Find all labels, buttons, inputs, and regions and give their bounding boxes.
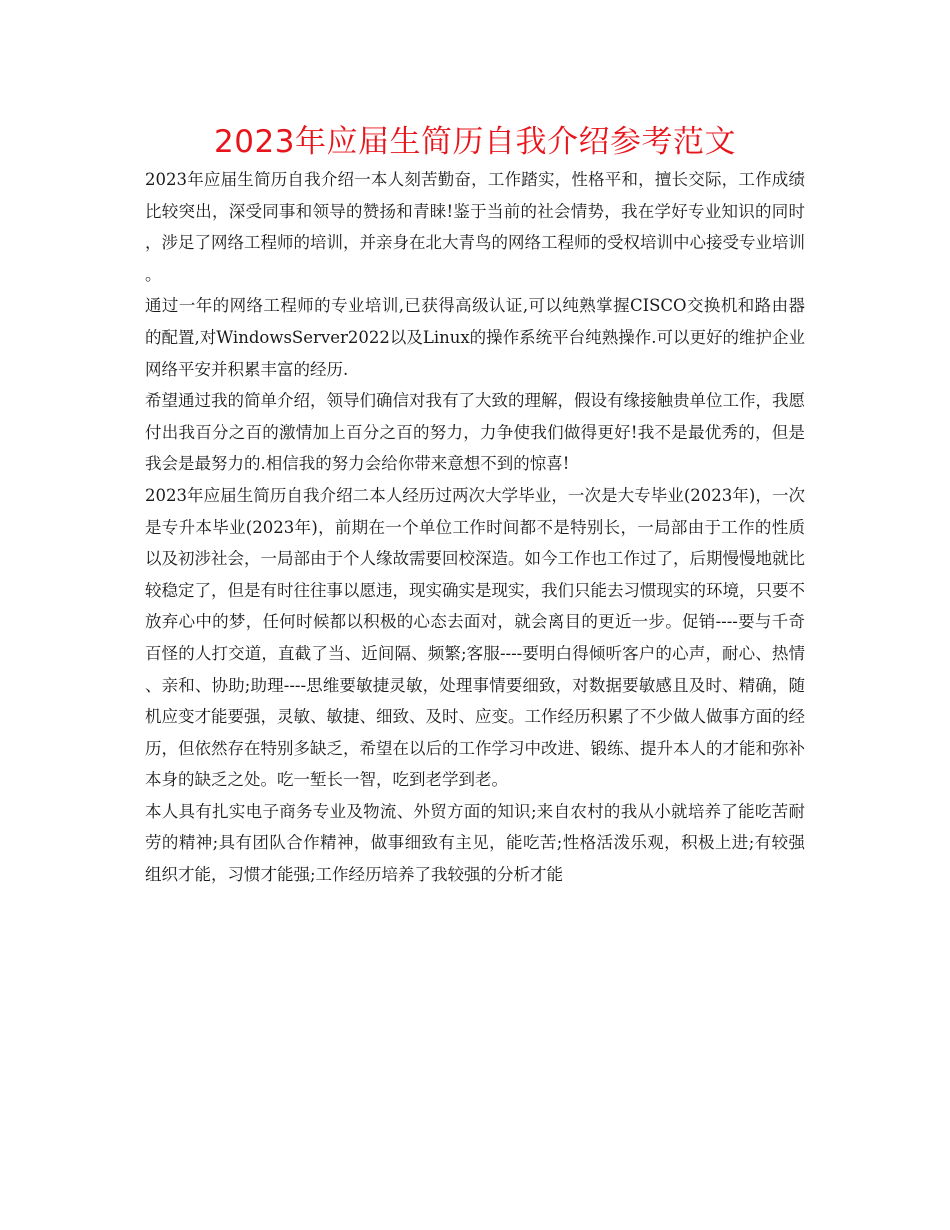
document-body [145,164,805,891]
paragraph-5: 本人具有扎实电子商务专业及物流、外贸方面的知识;来自农村的我从小就培养了能吃苦耐劳的精神;具有团队合作精神，做事细致有主见，能吃苦;性格活泼乐观，积极上进;有较强组织才能，习惯才能强;工作经历培养了我较强的分析才能 [145,801,805,885]
paragraph-3: 希望通过我的简单介绍，领导们确信对我有了大致的理解，假设有缘接触贵单位工作，我愿付出我百分之百的激情加上百分之百的努力，力争使我们做得更好!我不是最优秀的，但是我会是最努力的.相信我的努力会给你带来意想不到的惊喜! [145,391,805,474]
paragraph-1: 2023年应届生简历自我介绍一本人刻苦勤奋，工作踏实，性格平和，擅长交际，工作成绩比较突出，深受同事和领导的赞扬和青睐!鉴于当前的社会情势，我在学好专业知识的同时，涉足了网络工程师的培训，并亲身在北大青鸟的网络工程师的受权培训中心接受专业培训。 [145,170,805,284]
paragraph-2: 通过一年的网络工程师的专业培训,已获得高级认证,可以纯熟掌握CISCO交换机和路由器的配置,对WindowsServer2022以及Linux的操作系统平台纯熟操作.可以更好的维护企业网络平安并积累丰富的经历. [145,296,805,379]
document-title: 2023年应届生简历自我介绍参考范文 [214,124,736,160]
paragraph-4: 2023年应届生简历自我介绍二本人经历过两次大学毕业，一次是大专毕业(2023年)，一次是专升本毕业(2023年)，前期在一个单位工作时间都不是特别长，一局部由于工作的性质以及初涉社会，一局部由于个人缘故需要回校深造。如今工作也工作过了，后期慢慢地就比较稳定了，但是有时往往事以愿违，现实确实是现实，我们只能去习惯现实的环境，只要不放弃心中的梦，任何时候都以积极的心态去面对，就会离目的更近一步。促销----要与千奇百怪的人打交道，直截了当、近间隔、频繁;客服----要明白得倾听客户的心声，耐心、热情、亲和、协助;助理----思维要敏捷灵敏，处理事情要细致，对数据要敏感且及时、精确，随机应变才能要强，灵敏、敏捷、细致、及时、应变。工作经历积累了不少做人做事方面的经历，但依然存在特别多缺乏，希望在以后的工作学习中改进、锻练、提升本人的才能和弥补本身的缺乏之处。吃一堑长一智，吃到老学到老。 [145,485,805,790]
